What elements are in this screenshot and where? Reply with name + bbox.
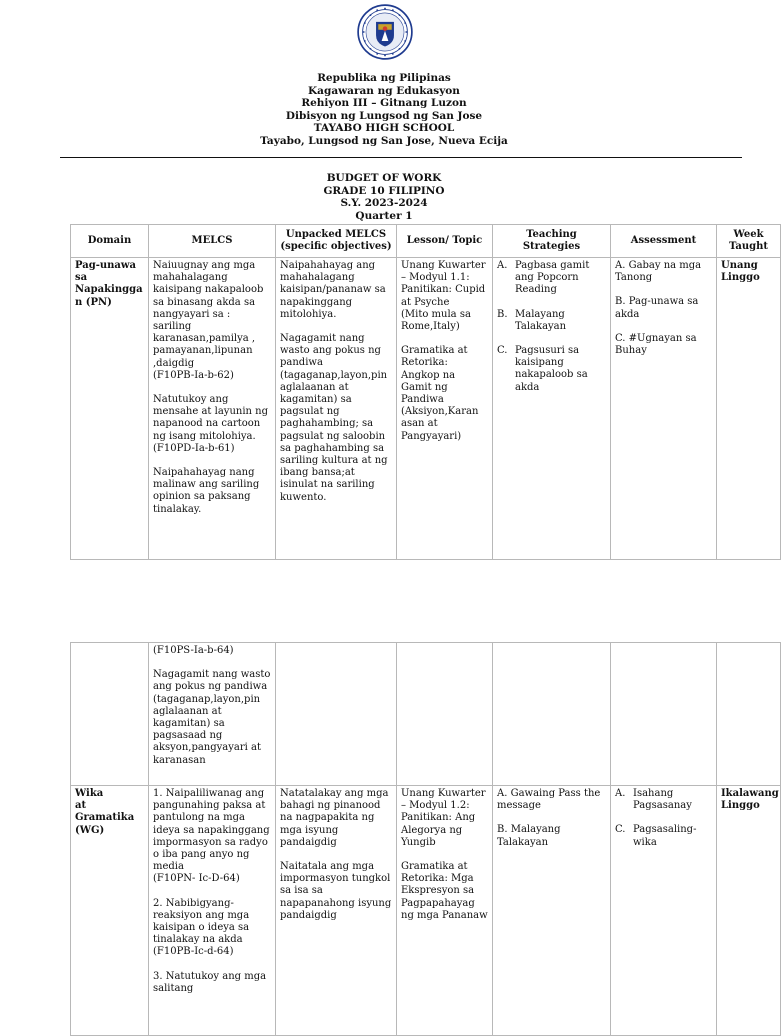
melcs-item: Nagagamit nang wasto ang pokus ng pandiwa (tagaganap,layon,pin aglalaanan at kagamitan) sa pagsasaad ng aksyon,pangyayari at karanasan (153, 669, 271, 766)
title-line: Quarter 1 (355, 209, 413, 222)
unpacked-cell (276, 786, 397, 1036)
assessment-cell (611, 643, 717, 786)
strategy-item: A. Gawaing Pass the message (497, 788, 601, 812)
header-melcs: MELCS (149, 225, 276, 258)
strategy-item (497, 345, 606, 394)
table-row (71, 643, 781, 786)
assessment-cell (611, 786, 717, 1036)
lesson-cell (397, 643, 493, 786)
assessment-item (615, 824, 712, 848)
lesson-item: Gramatika at Retorika: Mga Ekspresyon sa Pagpapahayag ng mga Pananaw (401, 861, 488, 921)
lesson-item: Gramatika at Retorika: Angkop na Gamit ng Pandiwa (Aksiyon,Karan asan at Pangyayari) (401, 345, 479, 442)
header-domain: Domain (71, 225, 149, 258)
melcs-item: 1. Naipaliliwanag ang pangunahing paksa at pantulong na mga ideya sa napakinggang impormasyon sa radyo o iba pang anyo ng media (F10PN- Ic-D-64) (153, 788, 270, 885)
melcs-item: 2. Nabibigyang-reaksiyon ang mga kaisipan o ideya sa tinalakay na akda (F10PB-Ic-d-64) (153, 897, 250, 958)
header-line: Republika ng Pilipinas (317, 72, 451, 84)
objective-item: Natatalakay ang mga bahagi ng pinanood na nagpapakita ng mga isyung pandaigdig (280, 788, 389, 848)
domain-cell: Pag-unawa sa Napakingga n (PN) (71, 258, 149, 560)
lesson-item: Unang Kuwarter – Modyul 1.2: Panitikan: Ang Alegorya ng Yungib (401, 788, 486, 848)
header-line: Tayabo, Lungsod ng San Jose, Nueva Ecija (260, 134, 508, 147)
melcs-cell (149, 258, 276, 560)
lesson-cell (397, 786, 493, 1036)
week-cell (717, 643, 781, 786)
melcs-item: (F10PS-Ia-b-64) (153, 645, 234, 656)
strategy-item: B. Malayang Talakayan (497, 824, 561, 848)
objective-item: Naipahahayag ang mahahalagang kaisipan/pananaw sa napakinggang mitolohiya. (280, 260, 386, 320)
assessment-item: B. Pag-unawa sa akda (615, 296, 699, 320)
header-week: Week Taught (717, 225, 781, 258)
header-strategies: Teaching Strategies (493, 225, 611, 258)
title-line: S.Y. 2023-2024 (340, 197, 428, 210)
header-line: Dibisyon ng Lungsod ng San Jose (285, 109, 483, 122)
melcs-item: 3. Natutukoy ang mga salitang (153, 970, 267, 994)
objective-item: Nagagamit nang wasto ang pokus ng pandiwa (tagaganap,layon,pin aglalaanan at kagamitan) sa pagsulat ng paghahambing; sa pagsulat ng saloobin sa paghahambing sa sariling kultura at ng ibang bansa;at isinulat na sariling kuwento. (280, 333, 388, 503)
melcs-cell (149, 786, 276, 1036)
assessment-cell (611, 258, 717, 560)
strategy-text: Pagsusuri sa kaisipang nakapaloob sa akda (515, 345, 588, 393)
assessment-text: Isahang Pagsasanay (633, 788, 692, 812)
strategies-cell (493, 786, 611, 1036)
deped-seal-icon (357, 4, 413, 60)
melcs-item: Naiuugnay ang mga mahahalagang kaisipang nakapaloob sa binasang akda sa nangyayari sa : sariling karanasan,pamilya , pamayanan,lipunan ,daigdig (F10PB-Ia-b-62) (153, 260, 264, 381)
unpacked-cell (276, 643, 397, 786)
strategy-item (497, 260, 606, 297)
strategy-text: Pagbasa gamit ang Popcorn Reading (515, 260, 590, 296)
strategies-cell (493, 643, 611, 786)
school-header (0, 72, 768, 148)
week-cell: Unang Linggo (717, 258, 781, 560)
melcs-cell (149, 643, 276, 786)
title-line: GRADE 10 FILIPINO (323, 184, 445, 197)
strategies-cell (493, 258, 611, 560)
objective-item: Naitatala ang mga impormasyon tungkol sa isa sa napapanahong isyung pandaigdig (280, 861, 392, 921)
title-line: BUDGET OF WORK (326, 172, 442, 184)
unpacked-cell (276, 258, 397, 560)
strategy-item (497, 309, 606, 333)
assessment-marker: C. (615, 824, 626, 836)
table-row (71, 786, 781, 1036)
melcs-item: Natutukoy ang mensahe at layunin ng napanood na cartoon ng isang mitolohiya. (F10PD-Ia-b-61) (153, 394, 268, 454)
table-row (71, 258, 781, 560)
assessment-text: Pagsasaling-wika (633, 824, 697, 848)
strategy-marker: C. (497, 345, 508, 357)
strategy-text: Malayang Talakayan (515, 308, 567, 332)
lesson-item: Unang Kuwarter – Modyul 1.1: Panitikan: Cupid at Psyche (Mito mula sa Rome,Italy) (401, 260, 486, 333)
strategy-marker: B. (497, 308, 508, 320)
domain-cell: Wika at Gramatika (WG) (71, 786, 149, 1036)
assessment-item (615, 788, 712, 812)
document-title (0, 172, 768, 222)
week-cell: Ikalawang Linggo (717, 786, 781, 1036)
melcs-item: Naipahahayag nang malinaw ang sariling opinion sa paksang tinalakay. (153, 467, 260, 515)
assessment-item: A. Gabay na mga Tanong (615, 260, 702, 284)
header-assessment: Assessment (611, 225, 717, 258)
header-line: TAYABO HIGH SCHOOL (313, 122, 455, 135)
assessment-item: C. #Ugnayan sa Buhay (615, 332, 697, 357)
budget-table-continued (70, 642, 781, 1036)
budget-table (70, 224, 781, 560)
lesson-cell (397, 258, 493, 560)
header-line: Rehiyon III – Gitnang Luzon (301, 97, 467, 110)
header-unpacked: Unpacked MELCS (specific objectives) (276, 225, 397, 258)
header-divider (60, 157, 742, 158)
domain-cell (71, 643, 149, 786)
table-header-row (71, 225, 781, 258)
assessment-marker: A. (615, 788, 626, 799)
header-lesson: Lesson/ Topic (397, 225, 493, 258)
strategy-marker: A. (497, 260, 508, 271)
header-line: Kagawaran ng Edukasyon (308, 84, 460, 97)
